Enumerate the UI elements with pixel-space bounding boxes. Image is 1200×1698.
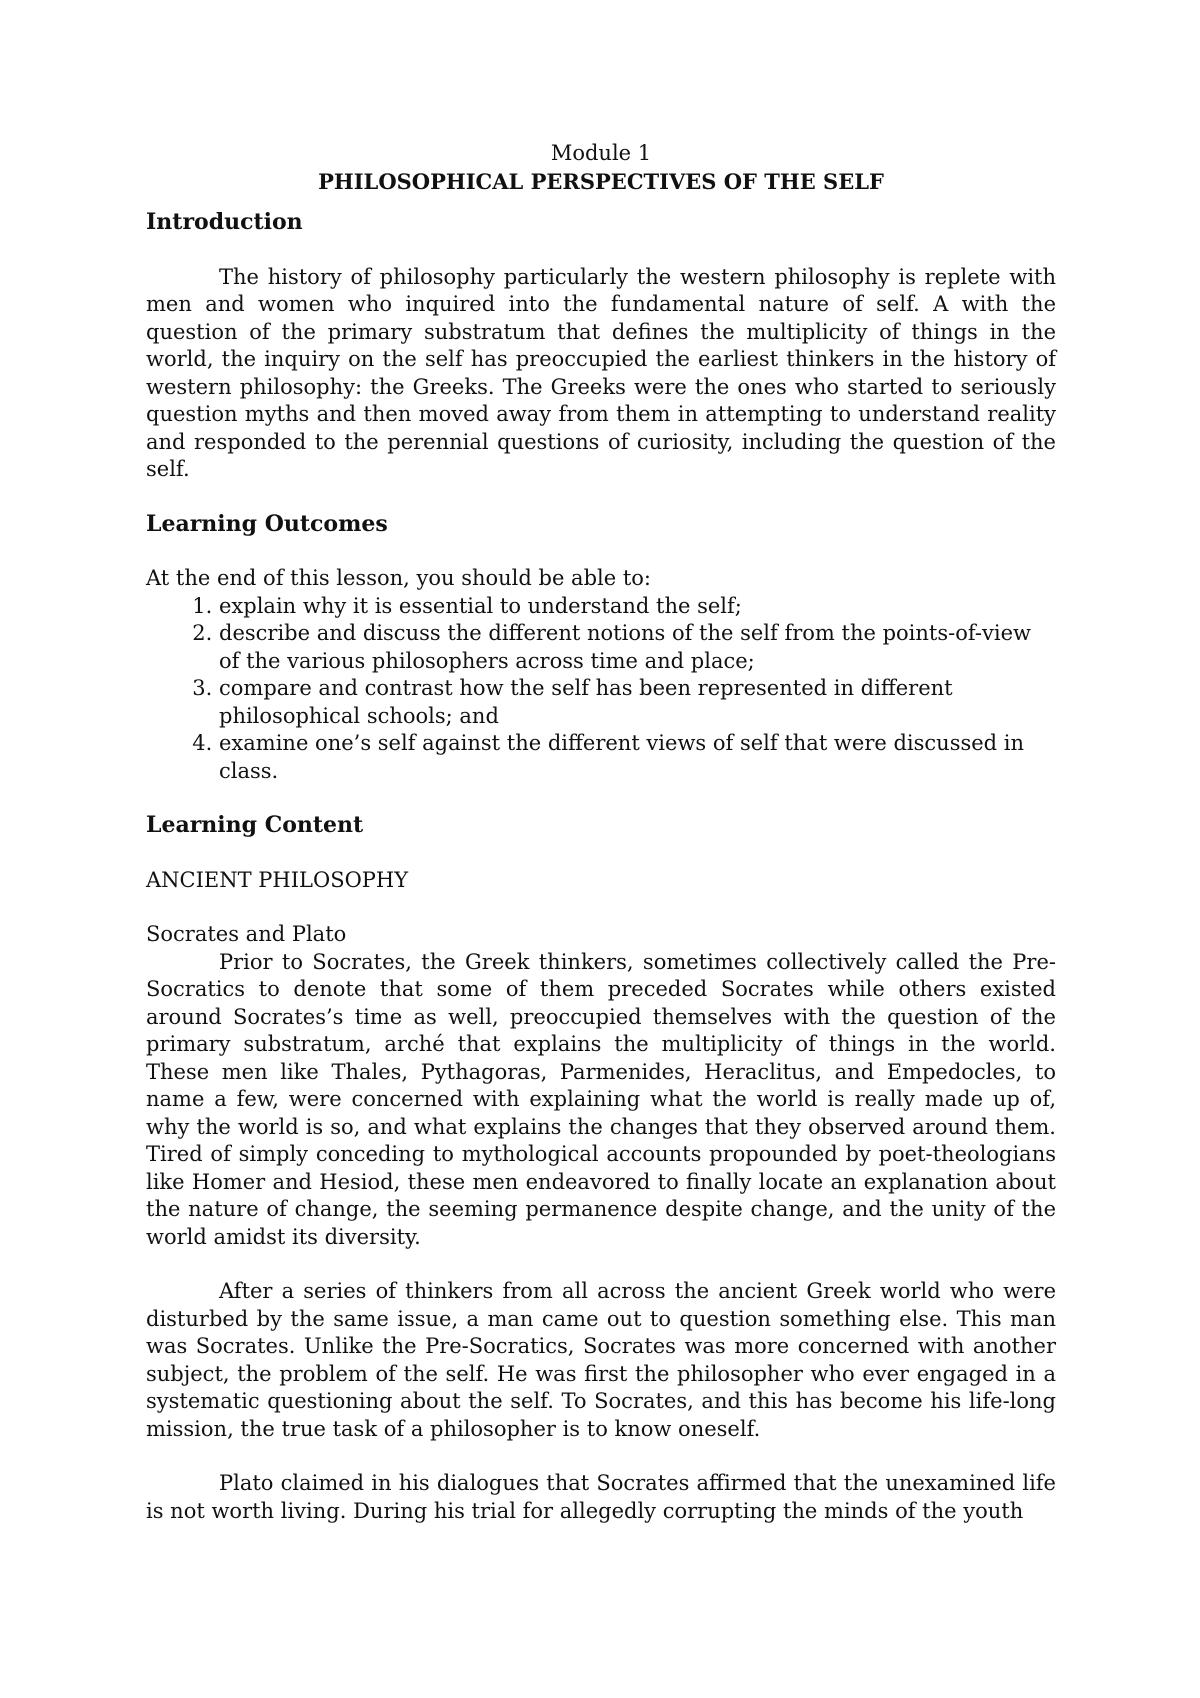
document-page [146,140,1056,1525]
introduction-heading: Introduction [146,209,303,235]
topic-label: Socrates and Plato [146,922,347,946]
introduction-paragraph: The history of philosophy particularly the western philosophy is replete with men and women who inquired into the fundamental nature of self. A with the question of the primary substratum that defines the multiplicity of things in the world, the inquiry on the self has preoccupied the earliest thinkers in the history of western philosophy: the Greeks. The Greeks were the ones who started to seriously question myths and then moved away from them in attempting to understand reality and responded to the perennial questions of curiosity, including the question of the self. [146,264,1056,481]
list-item: 3. compare and contrast how the self has been represented in different philosophical schools; and [219,675,1056,730]
content-paragraph-2: After a series of thinkers from all across the ancient Greek world who were disturbed by the same issue, a man came out to question something else. This man was Socrates. Unlike the Pre-Socratics, Socrates was more concerned with another subject, the problem of the self. He was first the philosopher who ever engaged in a systematic questioning about the self. To Socrates, and this has become his life-long mission, the true task of a philosopher is to know oneself. [146,1279,1056,1441]
list-item: 4. examine one’s self against the different views of self that were discussed in class. [219,730,1056,785]
ancient-philosophy-subheading: ANCIENT PHILOSOPHY [146,867,409,892]
learning-outcomes-list [146,593,1056,786]
content-paragraph-3: Plato claimed in his dialogues that Socrates affirmed that the unexamined life is not worth living. During his trial for allegedly corrupting the minds of the youth [146,1471,1056,1523]
learning-outcomes-heading: Learning Outcomes [146,510,388,537]
learning-outcomes-intro: At the end of this lesson, you should be able to: [146,566,651,590]
content-paragraph-1: Prior to Socrates, the Greek thinkers, sometimes collectively called the Pre-Socratics to denote that some of them preceded Socrates while others existed around Socrates’s time as well, preoccupied themselves with the question of the primary substratum, arché that explains the multiplicity of things in the world. These men like Thales, Pythagoras, Parmenides, Heraclitus, and Empedocles, to name a few, were concerned with explaining what the world is really made up of, why the world is so, and what explains the changes that they observed around them. Tired of simply conceding to mythological accounts propounded by poet-theologians like Homer and Hesiod, these men endeavored to finally locate an explanation about the nature of change, the seeming permanence despite change, and the unity of the world amidst its diversity. [146,949,1056,1249]
learning-content-heading: Learning Content [146,812,364,838]
list-item: 2. describe and discuss the different notions of the self from the points-of-view of the various philosophers across time and place; [219,620,1056,675]
module-label: Module 1 [550,141,652,165]
list-item: 1. explain why it is essential to understand the self; [219,593,1056,621]
page-title: PHILOSOPHICAL PERSPECTIVES OF THE SELF [318,168,884,194]
